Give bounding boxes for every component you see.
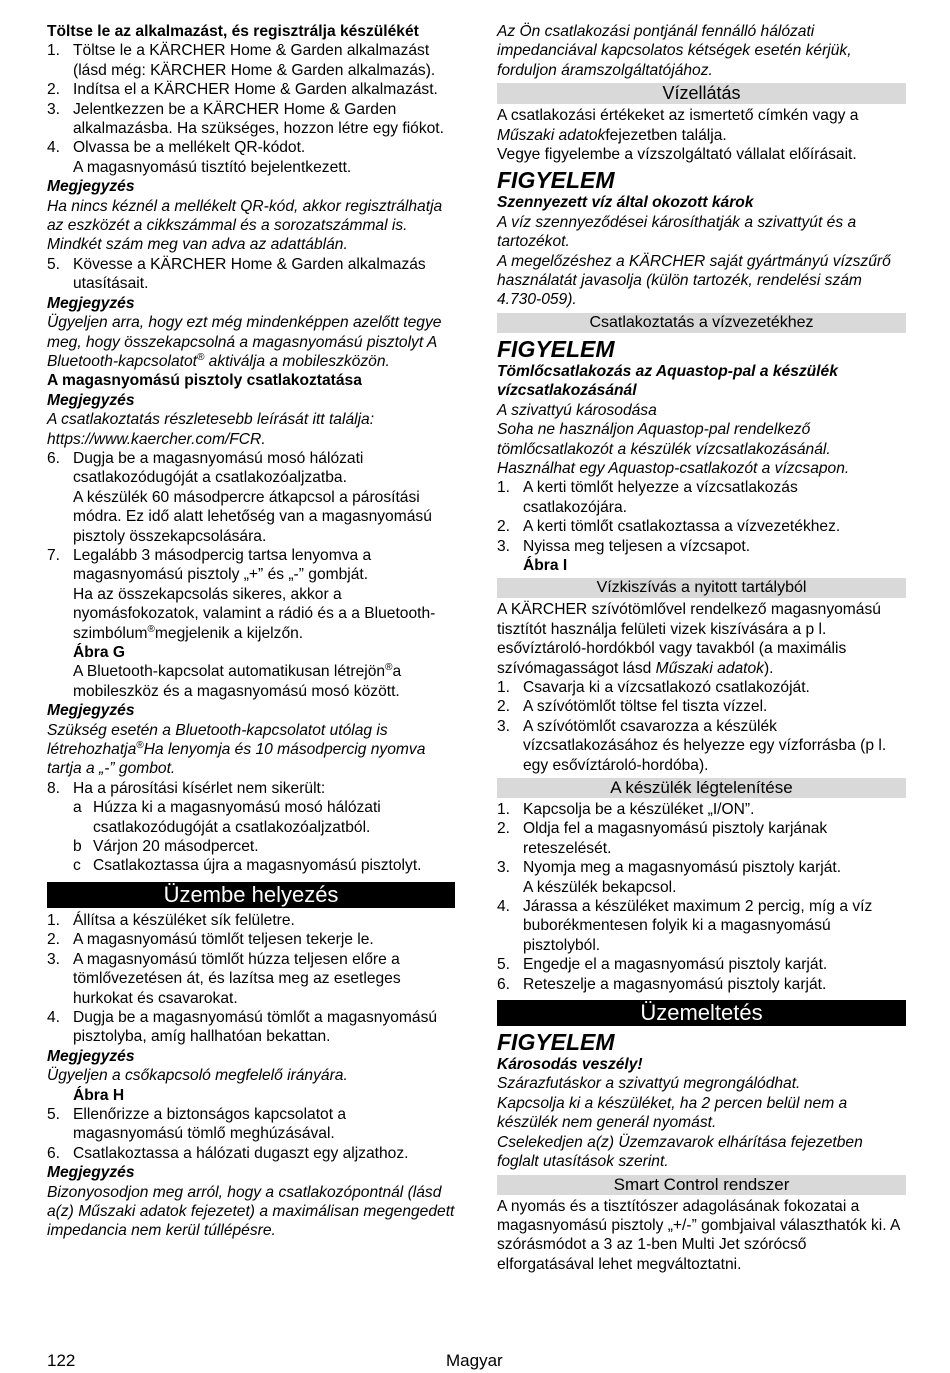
warning-label: FIGYELEM <box>497 167 615 194</box>
list-item: 1. A kerti tömlőt helyezze a vízcsatlakozás csatlakozójára. <box>497 479 798 516</box>
list-item: 2. Oldja fel a magasnyomású pisztoly karjának reteszelését. <box>497 820 828 857</box>
step-result: A készülék 60 másodpercre átkapcsol a párosítási módra. Ez idő alatt lehetőség van a magasnyomású pisztoly összekapcsolására. <box>73 488 432 545</box>
step-result: A magasnyomású tisztító bejelentkezett. <box>73 158 352 176</box>
paragraph: A KÄRCHER szívótömlővel rendelkező magasnyomású tisztítót használja felületi vizek kiszívására a p l. esővíztároló-hordókból vagy tavakból (a maximális szívómagasságot lásd Műszaki adatok). <box>497 601 881 677</box>
list-item: 3. Jelentkezzen be a KÄRCHER Home & Garden alkalmazásba. Ha szükséges, hozzon létre egy fiókot. <box>47 100 444 138</box>
warning-heading: Károsodás veszély! <box>497 1056 643 1074</box>
warning-text: A szivattyú károsodása <box>497 401 657 419</box>
section-heading: Vízkiszívás a nyitott tartályból <box>497 578 906 598</box>
list-item: 6. Reteszelje a magasnyomású pisztoly karját. <box>497 975 827 993</box>
list-item: 1. Csavarja ki a vízcsatlakozó csatlakozóját. <box>497 678 810 696</box>
paragraph: A csatlakozási értékeket az ismertető címkén vagy a Műszaki adatokfejezetben találja. <box>497 107 859 144</box>
warning-text: Szárazfutáskor a szivattyú megrongálódhat. <box>497 1075 801 1093</box>
chapter-heading: Üzemeltetés <box>497 1000 906 1026</box>
list-item: 1. Állítsa a készüléket sík felületre. <box>47 911 295 929</box>
section-heading: A készülék légtelenítése <box>497 778 906 798</box>
list-item: 2. Indítsa el a KÄRCHER Home & Garden alkalmazást. <box>47 81 438 99</box>
right-column <box>497 22 906 1274</box>
paragraph: Vegye figyelembe a vízszolgáltató vállalat előírásait. <box>497 146 857 164</box>
list-item: 4. Olvassa be a mellékelt QR-kódot. <box>47 139 306 157</box>
figure-reference: Ábra H <box>73 1086 125 1104</box>
note-text: Ha nincs kéznél a mellékelt QR-kód, akkor regisztrálhatja az eszközét a cikkszámmal és a sorozatszámmal is. Mindkét szám meg van adva az adattáblán. <box>47 197 443 254</box>
warning-text: Használhat egy Aquastop-csatlakozót a vízcsapon. <box>497 459 850 477</box>
section-heading: Smart Control rendszer <box>497 1175 906 1195</box>
figure-reference: Ábra I <box>523 556 568 574</box>
note-text: Bizonyosodjon meg arról, hogy a csatlakozópontnál (lásd a(z) Műszaki adatok fejezetet) a maximálisan megengedett impedancia nem kerül túllépésre. <box>47 1183 455 1240</box>
paragraph: A nyomás és a tisztítószer adagolásának fokozatai a magasnyomású pisztoly „+/-” gombjaival választhatók ki. A szórásmódot a 3 az 1-ben Multi Jet szórócső elforgatásával lehet megváltoztatni. <box>497 1197 900 1273</box>
sub-list-item: a Húzza ki a magasnyomású mosó hálózati csatlakozódugóját a csatlakozóaljzatból. <box>73 799 381 836</box>
register-steps <box>47 41 455 157</box>
section-heading: A magasnyomású pisztoly csatlakoztatása <box>47 372 362 390</box>
chapter-heading: Üzembe helyezés <box>47 882 455 908</box>
list-item: 3. A magasnyomású tömlőt húzza teljesen előre a tömlővezetésen át, és lazítsa meg az esetleges hurkokat és csavarokat. <box>47 950 401 1007</box>
list-item: 3. Nyissa meg teljesen a vízcsapot. <box>497 537 751 555</box>
step-result: A készülék bekapcsol. <box>523 878 677 896</box>
warning-heading: Szennyezett víz által okozott károk <box>497 194 754 212</box>
note-text: A csatlakoztatás részletesebb leírását itt találja: https://www.kaercher.com/FCR. <box>47 411 375 448</box>
list-item: 5. Ellenőrizze a biztonságos kapcsolatot a magasnyomású tömlő meghúzásával. <box>47 1105 347 1143</box>
list-item: 4. Járassa a készüléket maximum 2 percig, míg a víz buborékmentesen folyik ki a magasnyomású pisztolyból. <box>497 898 873 954</box>
figure-reference: Ábra G <box>73 644 125 661</box>
note-label: Megjegyzés <box>47 1047 135 1065</box>
list-item: 2. A kerti tömlőt csatlakoztassa a vízvezetékhez. <box>497 518 841 536</box>
list-item: 2. A szívótömlőt töltse fel tiszta vízzel. <box>497 698 768 716</box>
list-item: 8. Ha a párosítási kísérlet nem sikerült: <box>47 779 326 797</box>
list-item: 2. A magasnyomású tömlőt teljesen tekerje le. <box>47 931 374 949</box>
register-heading: Töltse le az alkalmazást, és regisztrálja készülékét <box>47 23 419 40</box>
note-label: Megjegyzés <box>47 702 135 720</box>
page-number: 122 <box>47 1351 76 1370</box>
left-column <box>47 22 455 1241</box>
list-item: 3. Nyomja meg a magasnyomású pisztoly karját. <box>497 859 842 877</box>
note-text: Ügyeljen arra, hogy ezt még mindenképpen azelőtt tegye meg, hogy összekapcsolná a magasnyomású pisztolyt A Bluetooth-kapcsolatot® aktiválja a mobileszközön. <box>47 314 442 370</box>
warning-label: FIGYELEM <box>497 335 615 362</box>
note-text: Az Ön csatlakozási pontjánál fennálló hálózati impedanciával kapcsolatos kétségek esetén kérjük, forduljon áramszolgáltatójához. <box>497 23 852 79</box>
section-heading: Vízellátás <box>497 83 906 104</box>
warning-text: Kapcsolja ki a készüléket, ha 2 percen belül nem a készülék nem generál nyomást. <box>497 1094 848 1132</box>
step-result: Ha az összekapcsolás sikeres, akkor a nyomásfokozatok, valamint a rádió és a a Bluetooth-szimbólum®megjelenik a kijelzőn. <box>73 585 436 642</box>
list-item: 4. Dugja be a magasnyomású tömlőt a magasnyomású pisztolyba, amíg hallhatóan bekattan. <box>47 1008 438 1046</box>
list-item: 1. Töltse le a KÄRCHER Home & Garden alkalmazást (lásd még: KÄRCHER Home & Garden alkalmazás). <box>47 42 436 79</box>
warning-text: A megelőzéshez a KÄRCHER saját gyártmányú vízszűrő használatát javasolja (külön tartozék, rendelési szám 4.730-059). <box>497 252 891 309</box>
sub-list-item: b Várjon 20 másodpercet. <box>73 838 259 856</box>
warning-text: Soha ne használjon Aquastop-pal rendelkező tömlőcsatlakozót a készülék vízcsatlakozásánál. <box>497 421 831 458</box>
warning-label: FIGYELEM <box>497 1029 615 1056</box>
list-item: 7. Legalább 3 másodpercig tartsa lenyomva a magasnyomású pisztoly „+” és „-” gombját. <box>47 546 372 584</box>
list-item: 1. Kapcsolja be a készüléket „I/ON”. <box>497 801 755 818</box>
warning-text: A víz szennyeződései károsíthatják a szivattyút és a tartozékot. <box>497 213 857 251</box>
warning-heading: Tömlőcsatlakozás az Aquastop-pal a készülék vízcsatlakozásánál <box>497 362 838 400</box>
step-result: A Bluetooth-kapcsolat automatikusan létrejön®a mobileszköz és a magasnyomású mosó között. <box>73 662 402 700</box>
list-item: 3. A szívótömlőt csavarozza a készülék vízcsatlakozásához és helyezze egy vízforrásba (p l. egy esővíztároló-hordóba). <box>497 717 887 774</box>
list-item: 5. Engedje el a magasnyomású pisztoly karját. <box>497 956 828 974</box>
note-text: Szükség esetén a Bluetooth-kapcsolatot utólag is létrehozhatja®Ha lenyomja és 10 másodpercig nyomva tartja a „-” gombot. <box>47 721 426 778</box>
note-label: Megjegyzés <box>47 1164 135 1182</box>
note-label: Megjegyzés <box>47 178 135 196</box>
language-label: Magyar <box>446 1351 503 1370</box>
section-heading: Csatlakoztatás a vízvezetékhez <box>497 313 906 333</box>
sub-list-item: c Csatlakoztassa újra a magasnyomású pisztolyt. <box>73 857 422 875</box>
list-item: 6. Csatlakoztassa a hálózati dugaszt egy aljzathoz. <box>47 1144 409 1162</box>
warning-text: Cselekedjen a(z) Üzemzavarok elhárítása fejezetben foglalt utasítások szerint. <box>497 1133 863 1171</box>
note-label: Megjegyzés <box>47 294 135 312</box>
note-text: Ügyeljen a csőkapcsoló megfelelő irányára. <box>47 1067 348 1085</box>
note-label: Megjegyzés <box>47 391 135 409</box>
list-item: 6. Dugja be a magasnyomású mosó hálózati csatlakozódugóját a csatlakozóaljzatba. <box>47 449 364 487</box>
list-item: 5. Kövesse a KÄRCHER Home & Garden alkalmazás utasításait. <box>47 255 426 293</box>
